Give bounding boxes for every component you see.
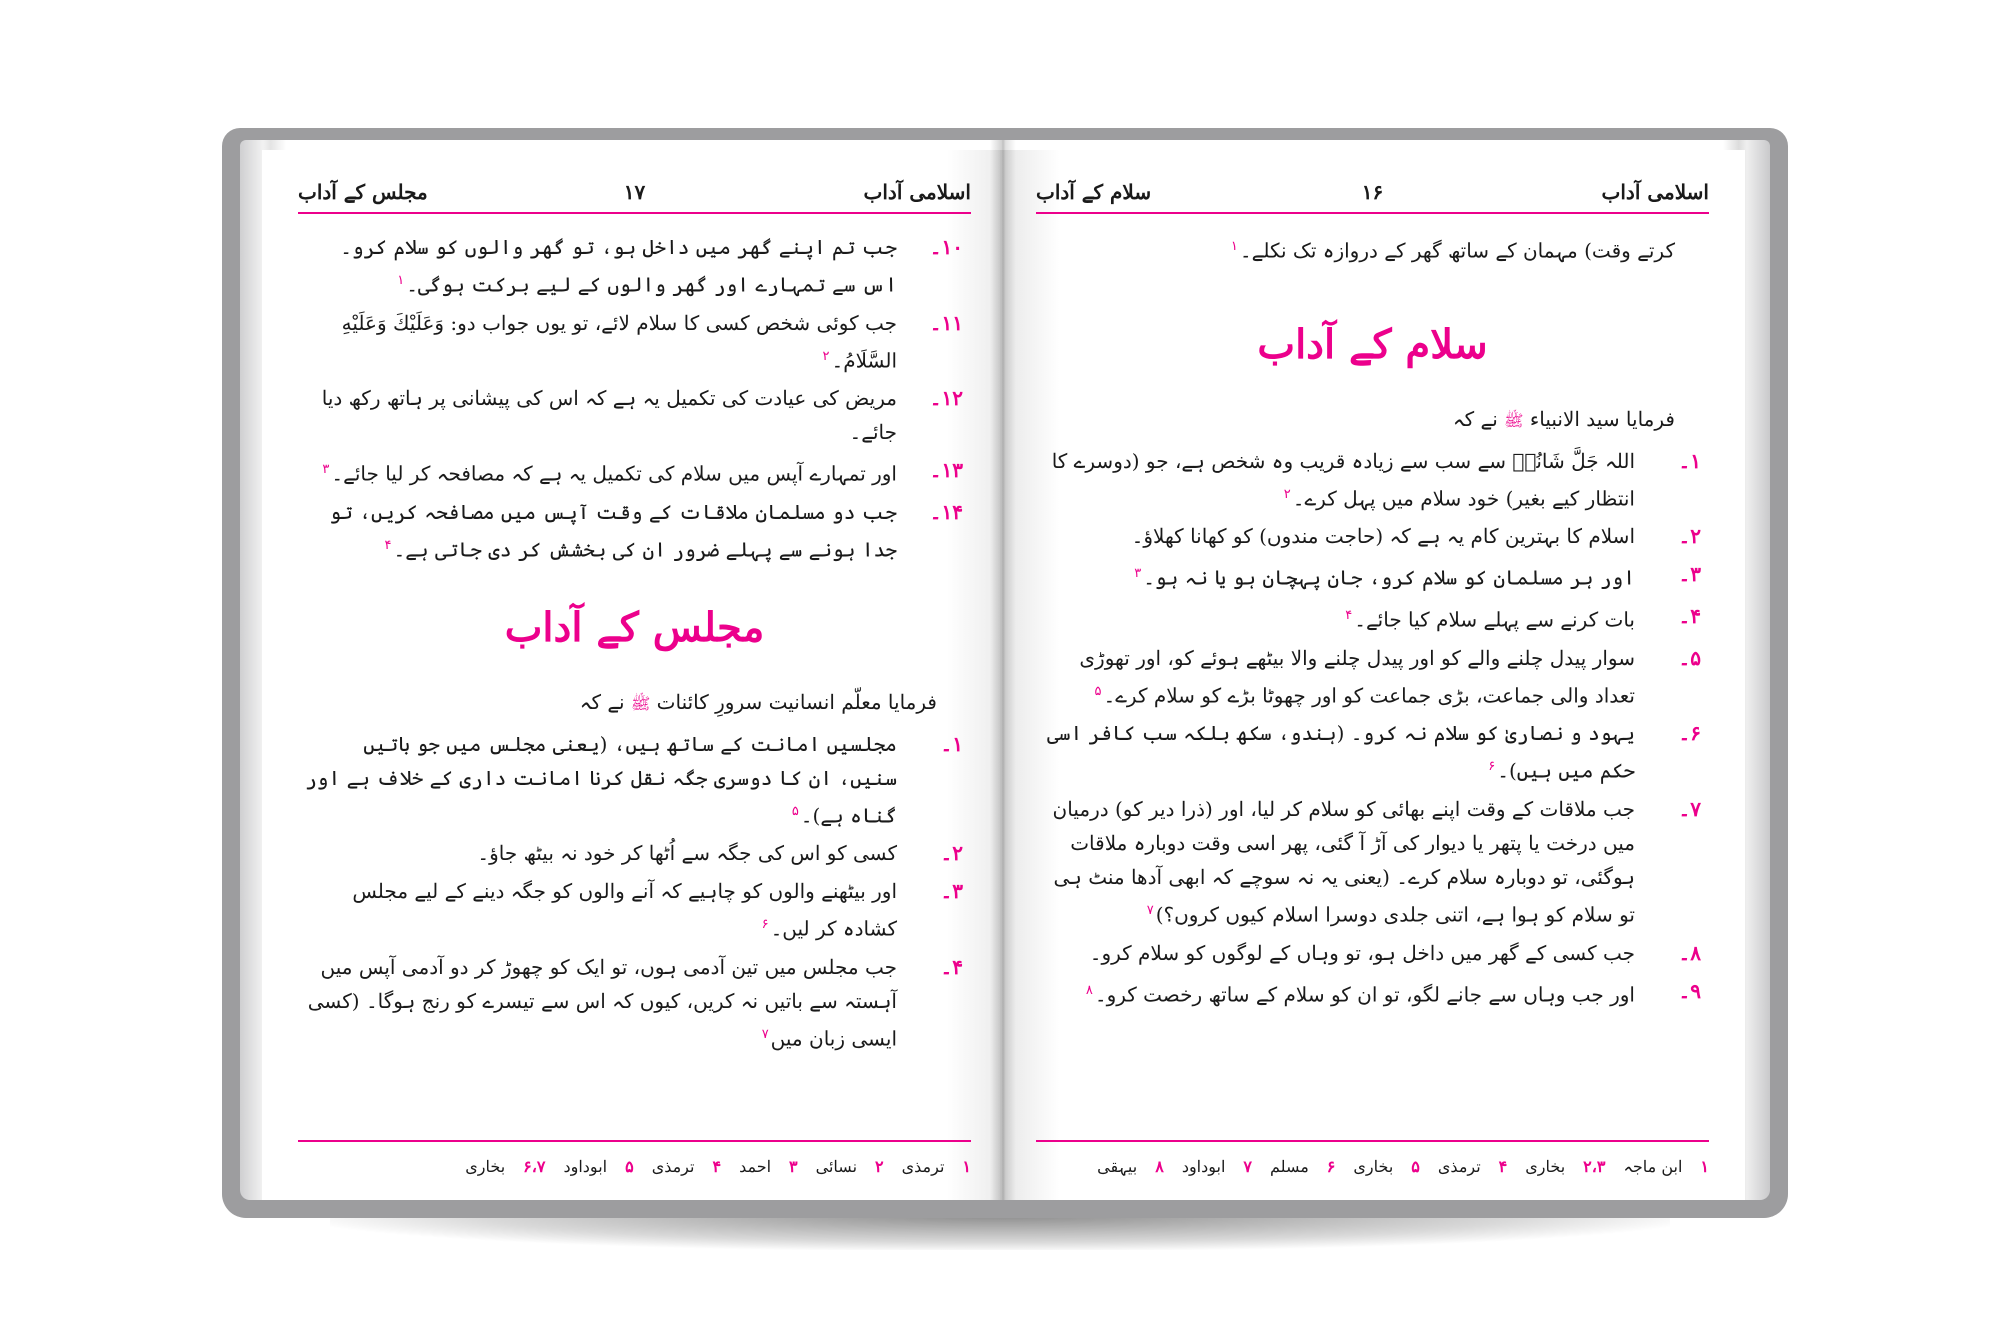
item-number: ۱۱۔ [929,310,963,335]
footnote-source: احمد [739,1157,772,1176]
intro-text-end: نے کہ [1452,406,1498,431]
list-item [1040,792,1705,932]
item-list [1040,444,1705,1012]
list-item [302,230,967,302]
footnote-number: ۱ [962,1157,971,1176]
footnote-entry [902,1157,971,1176]
footnote-source: ترمذی [651,1157,695,1176]
book-title: اسلامی آداب [863,180,971,204]
footnote-entry [1438,1157,1507,1176]
item-list-top [302,230,967,567]
footnote-number: ۶،۷ [523,1157,546,1176]
list-item [302,306,967,378]
footnote-marker: ۴ [384,537,392,553]
item-text: اور تمہارے آپس میں سلام کی تکمیل یہ ہے کہ مصافحہ کر لیا جائے۔ [331,461,897,486]
item-number: ۹۔ [1678,978,1701,1003]
list-item [1040,716,1705,788]
item-text: جب کوئی شخص کسی کا سلام لائے، تو یوں جواب دو: وَعَلَيْكَ وَعَلَيْهِ السَّلَامُ۔ [341,310,897,373]
page-number: ۱۷ [623,180,646,204]
list-item [302,453,967,491]
footnotes [1036,1155,1709,1179]
item-text: بات کرنے سے پہلے سلام کیا جائے۔ [1354,607,1635,632]
item-number: ۵۔ [1678,645,1701,670]
footnote-rule [1036,1140,1709,1142]
list-item [302,381,967,449]
footnote-entry [1353,1157,1420,1176]
section-title: مجلس کے آداب [504,603,765,651]
list-item [302,836,967,870]
list-item [302,950,967,1056]
honorific-glyph: ﷺ [1504,410,1524,430]
footnote-entry [465,1157,545,1176]
footnote-entry [564,1157,634,1176]
list-item [1040,599,1705,637]
footnote-source: بخاری [1525,1157,1566,1176]
item-text: اسلام کا بہترین کام یہ ہے کہ (حاجت مندوں) کو کھانا کھلاؤ۔ [1131,524,1635,549]
footnote-marker: ۱ [1230,239,1238,254]
footnote-source: مسلم [1270,1157,1309,1176]
footnote-marker: ۲ [822,348,830,364]
footnote-number: ۲ [875,1157,884,1176]
footnote-number: ۷ [1243,1157,1252,1176]
item-text: جب کسی کے گھر میں داخل ہو، تو وہاں کے لوگوں کو سلام کرو۔ [1089,940,1635,965]
chapter-title: سلام کے آداب [1036,180,1152,204]
honorific-glyph: ﷺ [630,693,651,713]
footnote-entry [816,1157,884,1176]
footnote-rule [298,1140,971,1142]
item-text: جب مجلس میں تین آدمی ہوں، تو ایک کو چھوڑ کر دو آدمی آپس میں آہستہ سے باتیں نہ کریں، کیوں کہ اس سے تیسرے کو رنج ہوگا۔ (کسی ایسی زبان میں [307,954,897,1051]
section-intro [302,685,967,721]
list-item [1040,557,1705,595]
footnote-source: بخاری [465,1157,506,1176]
list-item [302,874,967,946]
book-spine [990,140,1016,1200]
footnote-number: ۵ [625,1157,634,1176]
list-item [1040,936,1705,970]
item-number: ۱۔ [1678,448,1701,473]
footnote-marker: ۵ [1094,683,1102,699]
item-text: اور ہر مسلمان کو سلام کرو، جان پہچان ہو یا نہ ہو۔ [1143,565,1635,590]
item-text: جب ملاقات کے وقت اپنے بھائی کو سلام کر لیا، اور (ذرا دیر کو) درمیان میں درخت یا پتھر یا دیوار کی آڑ آ گئی، پھر اسی وقت دوبارہ ملاقات ہوگئی، تو دوبارہ سلام کرے۔ (یعنی یہ نہ سوچے کہ ابھی آدھا منٹ ہی تو سلام کو ہوا ہے، اتنی جلدی دوسرا اسلام کیوں کروں؟) [1052,796,1635,927]
footnote-source: ترمذی [1437,1157,1481,1176]
carry-over-text: کرتے وقت) مہمان کے ساتھ گھر کے دروازہ تک نکلے۔ [1239,238,1675,263]
intro-text-end: نے کہ [579,689,625,714]
item-number: ۱۔ [940,731,963,756]
footnote-marker: ۶ [761,917,769,933]
page-body [1040,230,1705,1015]
footnote-number: ۲،۳ [1583,1157,1606,1176]
carry-over-line [1040,230,1705,268]
item-number: ۲۔ [1678,524,1701,549]
item-number: ۱۰۔ [929,235,963,259]
item-text: اللہ جَلَّ شَانُہٗ سے سب سے زیادہ قریب وہ شخص ہے، جو (دوسرے کا انتظار کیے بغیر) خود سلام میں پہل کرے۔ [1051,448,1635,511]
footnote-entry [739,1157,798,1176]
list-item [1040,519,1705,553]
footnote-number: ۶ [1326,1157,1336,1176]
list-item [302,495,967,567]
item-text: مجلسیں امانت کے ساتھ ہیں، (یعنی مجلس میں جو باتیں سنیں، ان کا دوسری جگہ نقل کرنا امانت داری کے خلاف ہے اور گناہ ہے)۔ [305,731,897,828]
list-item [302,727,967,833]
item-text: جب دو مسلمان ملاقات کے وقت آپس میں مصافحہ کریں، تو جدا ہونے سے پہلے ضرور ان کی بخشش کر دی جاتی ہے۔ [329,499,897,562]
footnote-marker: ۸ [1085,982,1093,998]
item-number: ۴۔ [1678,603,1701,628]
footnote-marker: ۷ [761,1026,769,1042]
item-text: جب تم اپنے گھر میں داخل ہو، تو گھر والوں کو سلام کرو۔ اس سے تمہارے اور گھر والوں کے لیے برکت ہوگی۔ [340,235,897,297]
footnote-entry [1097,1157,1164,1176]
footnote-number: ۳ [789,1157,798,1176]
footnote-entry [1525,1157,1605,1176]
item-text: یہود و نصاریٰ کو سلام نہ کرو۔ (ہندو، سکھ بلکہ سب کافر اسی حکم میں ہیں)۔ [1047,721,1635,783]
chapter-title: مجلس کے آداب [298,180,428,204]
footnote-marker: ۱ [397,273,405,288]
item-number: ۱۲۔ [929,386,963,411]
list-item [1040,641,1705,713]
footnote-source: بخاری [1353,1157,1394,1176]
item-list [302,727,967,1056]
item-number: ۶۔ [1678,721,1701,746]
item-number: ۷۔ [1678,796,1701,821]
footnote-marker: ۵ [791,803,799,819]
footnote-source: ابوداود [1181,1157,1226,1176]
footnote-marker: ۴ [1345,607,1353,623]
footnote-entry [1624,1157,1709,1176]
footnote-entry [1270,1157,1335,1176]
intro-text: فرمایا معلّم انسانیت سرورِ کائنات [656,689,937,714]
footnote-entry [1182,1157,1252,1176]
item-text: اور جب وہاں سے جانے لگو، تو ان کو سلام کے ساتھ رخصت کرو۔ [1094,982,1635,1007]
footnote-source: نسائی [815,1157,858,1176]
item-number: ۳۔ [940,879,963,904]
item-number: ۱۴۔ [929,499,963,524]
footnote-number: ۱ [1700,1157,1709,1176]
footnote-marker: ۲ [1283,486,1291,502]
footnote-source: ابوداود [563,1157,608,1176]
right-page [1000,150,1745,1200]
footnote-source: بیہقی [1097,1157,1138,1176]
header-rule [1036,212,1709,214]
item-text: اور بیٹھنے والوں کو چاہیے کہ آنے والوں کو جگہ دینے کے لیے مجلس کشادہ کر لیں۔ [352,879,897,941]
item-text: سوار پیدل چلنے والے کو اور پیدل چلنے والا بیٹھے ہوئے کو، اور تھوڑی تعداد والی جماعت، بڑی جماعت کو اور چھوٹا بڑے کو سلام کرے۔ [1079,645,1635,708]
page-header [1036,174,1709,210]
item-number: ۸۔ [1678,940,1701,965]
footnote-number: ۴ [1498,1157,1508,1176]
item-number: ۲۔ [940,841,963,866]
item-text: کسی کو اس کی جگہ سے اُٹھا کر خود نہ بیٹھ جاؤ۔ [477,841,897,866]
footnote-number: ۴ [712,1157,722,1176]
intro-text: فرمایا سید الانبیاء [1529,406,1675,431]
item-text: مریض کی عیادت کی تکمیل یہ ہے کہ اس کی پیشانی پر ہاتھ رکھ دیا جائے۔ [321,386,897,445]
footnote-number: ۸ [1155,1157,1164,1176]
header-rule [298,212,971,214]
footnote-marker: ۷ [1146,902,1154,918]
footnote-source: ترمذی [901,1157,945,1176]
footnotes [298,1155,971,1179]
page-header [298,174,971,210]
left-page [262,150,1007,1200]
footnote-entry [652,1157,721,1176]
list-item [1040,974,1705,1012]
footnote-number: ۵ [1411,1157,1420,1176]
footnote-source: ابن ماجہ [1623,1157,1683,1176]
footnote-marker: ۳ [1134,566,1142,582]
section-intro [1040,402,1705,438]
item-number: ۳۔ [1678,562,1701,587]
footnote-marker: ۳ [322,462,330,478]
list-item [1040,444,1705,516]
footnote-marker: ۶ [1488,759,1496,775]
book-title: اسلامی آداب [1601,180,1709,204]
item-number: ۴۔ [940,954,963,979]
item-number: ۱۳۔ [929,458,963,483]
page-number: ۱۶ [1361,180,1384,204]
page-body [302,230,967,1060]
section-title: سلام کے آداب [1257,320,1488,368]
